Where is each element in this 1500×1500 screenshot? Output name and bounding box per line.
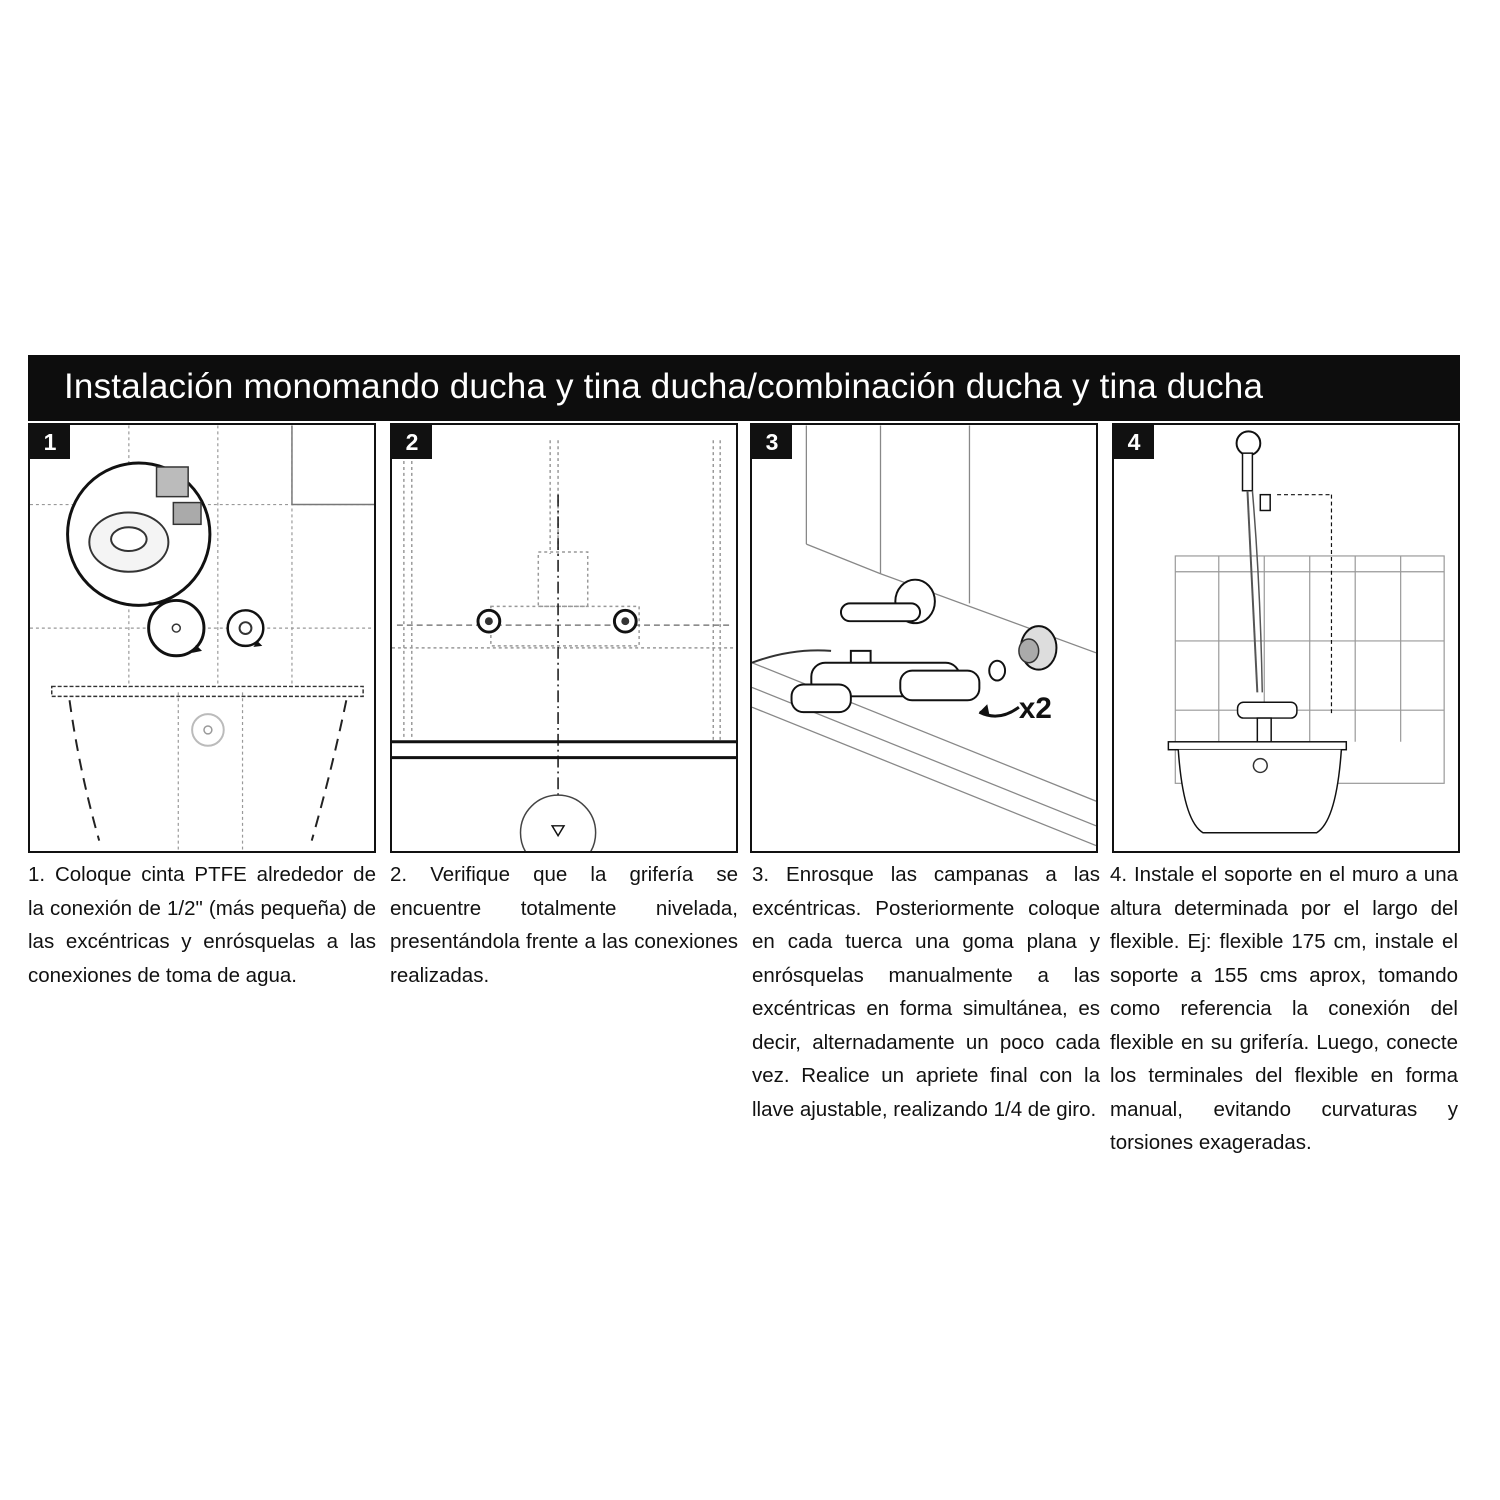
step-3-drawing <box>752 425 1096 851</box>
step-4-drawing <box>1114 425 1458 851</box>
step-2-number: 2 <box>392 425 432 459</box>
step-1-text: 1. Coloque cinta PTFE alrededor de la conexión de 1/2" (más pequeña) de las excéntricas y enrósquelas a las conexiones de toma de agua. <box>28 863 376 987</box>
step-4-number: 4 <box>1114 425 1154 459</box>
step-3-illustration <box>750 423 1098 853</box>
step-2-text: 2. Verifique que la grifería se encuentre totalmente nivelada, presentándola frente a las conexiones realizadas. <box>390 863 738 987</box>
step-3-number: 3 <box>752 425 792 459</box>
step-1-illustration <box>28 423 376 853</box>
step-1-number: 1 <box>30 425 70 459</box>
step-2-drawing <box>392 425 736 851</box>
title-bar <box>28 355 1460 421</box>
multiplier-label: x2 <box>1018 692 1052 726</box>
step-4-text: 4. Instale el soporte en el muro a una altura determinada por el largo del flexible. Ej: flexible 175 cm, instale el soporte a 155 cms aprox, tomando como referencia la conexión del flexible en su grifería. Luego, conecte los terminales del flexible en forma manual, evitando curvaturas y torsiones exageradas. <box>1110 863 1458 1154</box>
step-3-text: 3. Enrosque las campanas a las excéntricas. Posteriormente coloque en cada tuerca una goma plana y enrósquelas manualmente a las excéntricas en forma simultánea, es decir, alternadamente un poco cada vez. Realice un apriete final con la llave ajustable, realizando 1/4 de giro. <box>752 863 1100 1121</box>
step-4-illustration <box>1112 423 1460 853</box>
page-title: Instalación monomando ducha y tina ducha/combinación ducha y tina ducha <box>64 367 1264 406</box>
step-1-drawing <box>30 425 374 851</box>
step-2-illustration <box>390 423 738 853</box>
